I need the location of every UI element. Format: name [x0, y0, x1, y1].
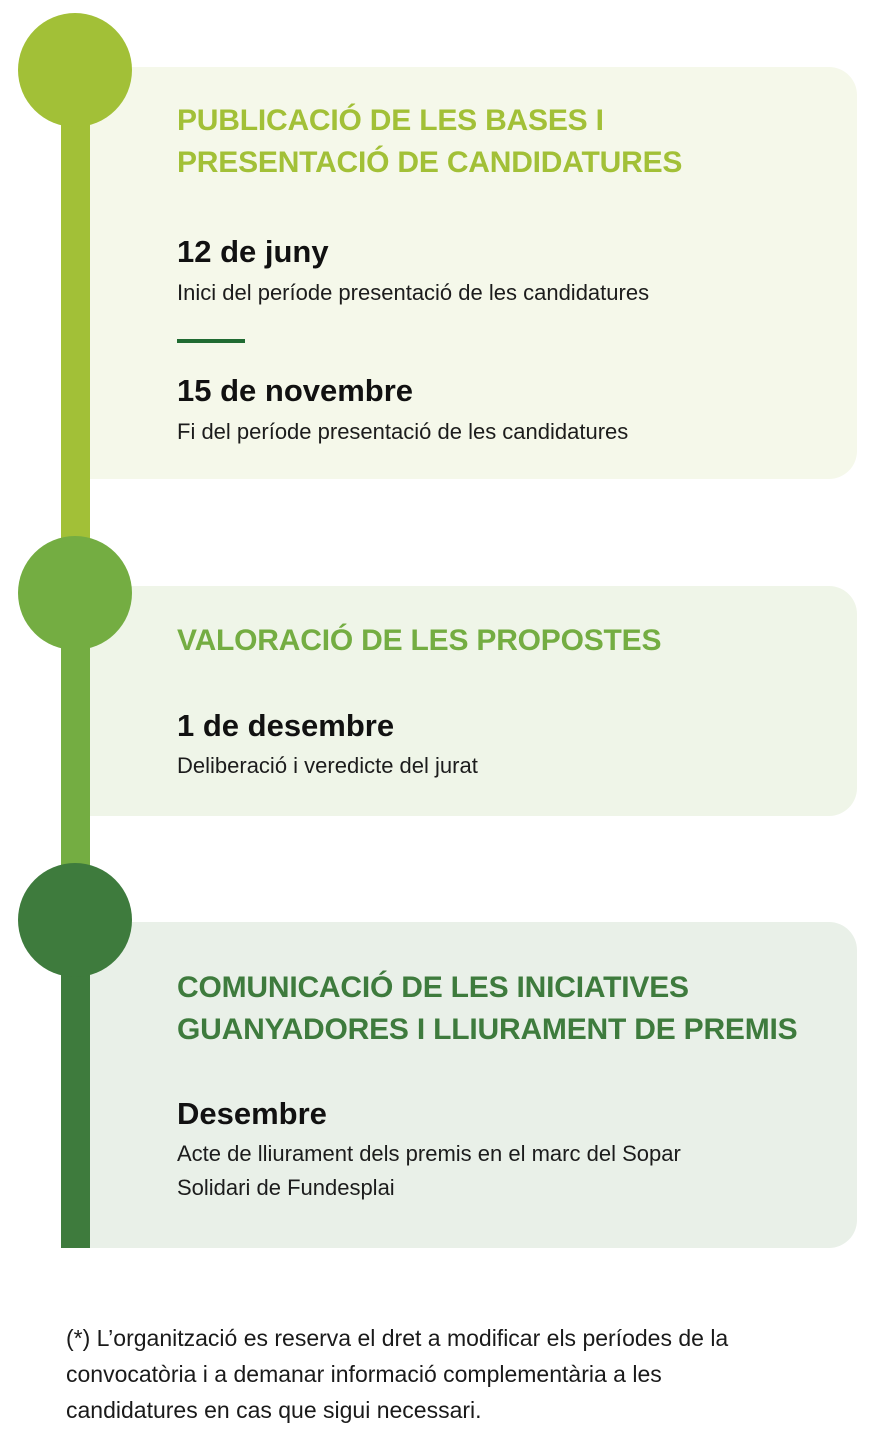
timeline-dot-1	[18, 13, 132, 127]
event-description-line-1: Acte de lliurament dels premis en el marc del Sopar	[177, 1141, 681, 1166]
event-description: Fi del període presentació de les candidatures	[177, 419, 629, 444]
phase-title-2	[177, 620, 661, 662]
timeline-dot-3	[18, 863, 132, 977]
footnote-line-2: convocatòria i a demanar informació complementària a les	[66, 1361, 662, 1387]
event-date: Desembre	[177, 1096, 327, 1131]
event-description-line-2: Solidari de Fundesplai	[177, 1175, 395, 1200]
timeline-dot-2	[18, 536, 132, 650]
phase-title-1	[177, 100, 682, 184]
event-separator	[177, 339, 245, 343]
phase-title-2-line-1: VALORACIÓ DE LES PROPOSTES	[177, 624, 662, 657]
footnote	[66, 1320, 846, 1428]
event-date: 12 de juny	[177, 234, 329, 269]
phase-title-3-line-1: COMUNICACIÓ DE LES INICIATIVES	[177, 971, 689, 1004]
event-date: 1 de desembre	[177, 708, 395, 743]
phase-title-3-line-2: GUANYADORES I LLIURAMENT DE PREMIS	[177, 1013, 798, 1046]
event-description	[177, 1137, 681, 1205]
footnote-line-1: (*) L’organització es reserva el dret a modificar els períodes de la	[66, 1325, 729, 1351]
event-date: 15 de novembre	[177, 373, 414, 408]
phase-title-3	[177, 967, 797, 1051]
event-description: Inici del període presentació de les candidatures	[177, 280, 650, 305]
phase-title-1-line-2: PRESENTACIÓ DE CANDIDATURES	[177, 146, 683, 179]
event-description: Deliberació i veredicte del jurat	[177, 753, 478, 778]
timeline-bar-phase-1	[61, 70, 90, 600]
phase-title-1-line-1: PUBLICACIÓ DE LES BASES I	[177, 104, 604, 137]
footnote-line-3: candidatures en cas que sigui necessari.	[66, 1397, 482, 1423]
